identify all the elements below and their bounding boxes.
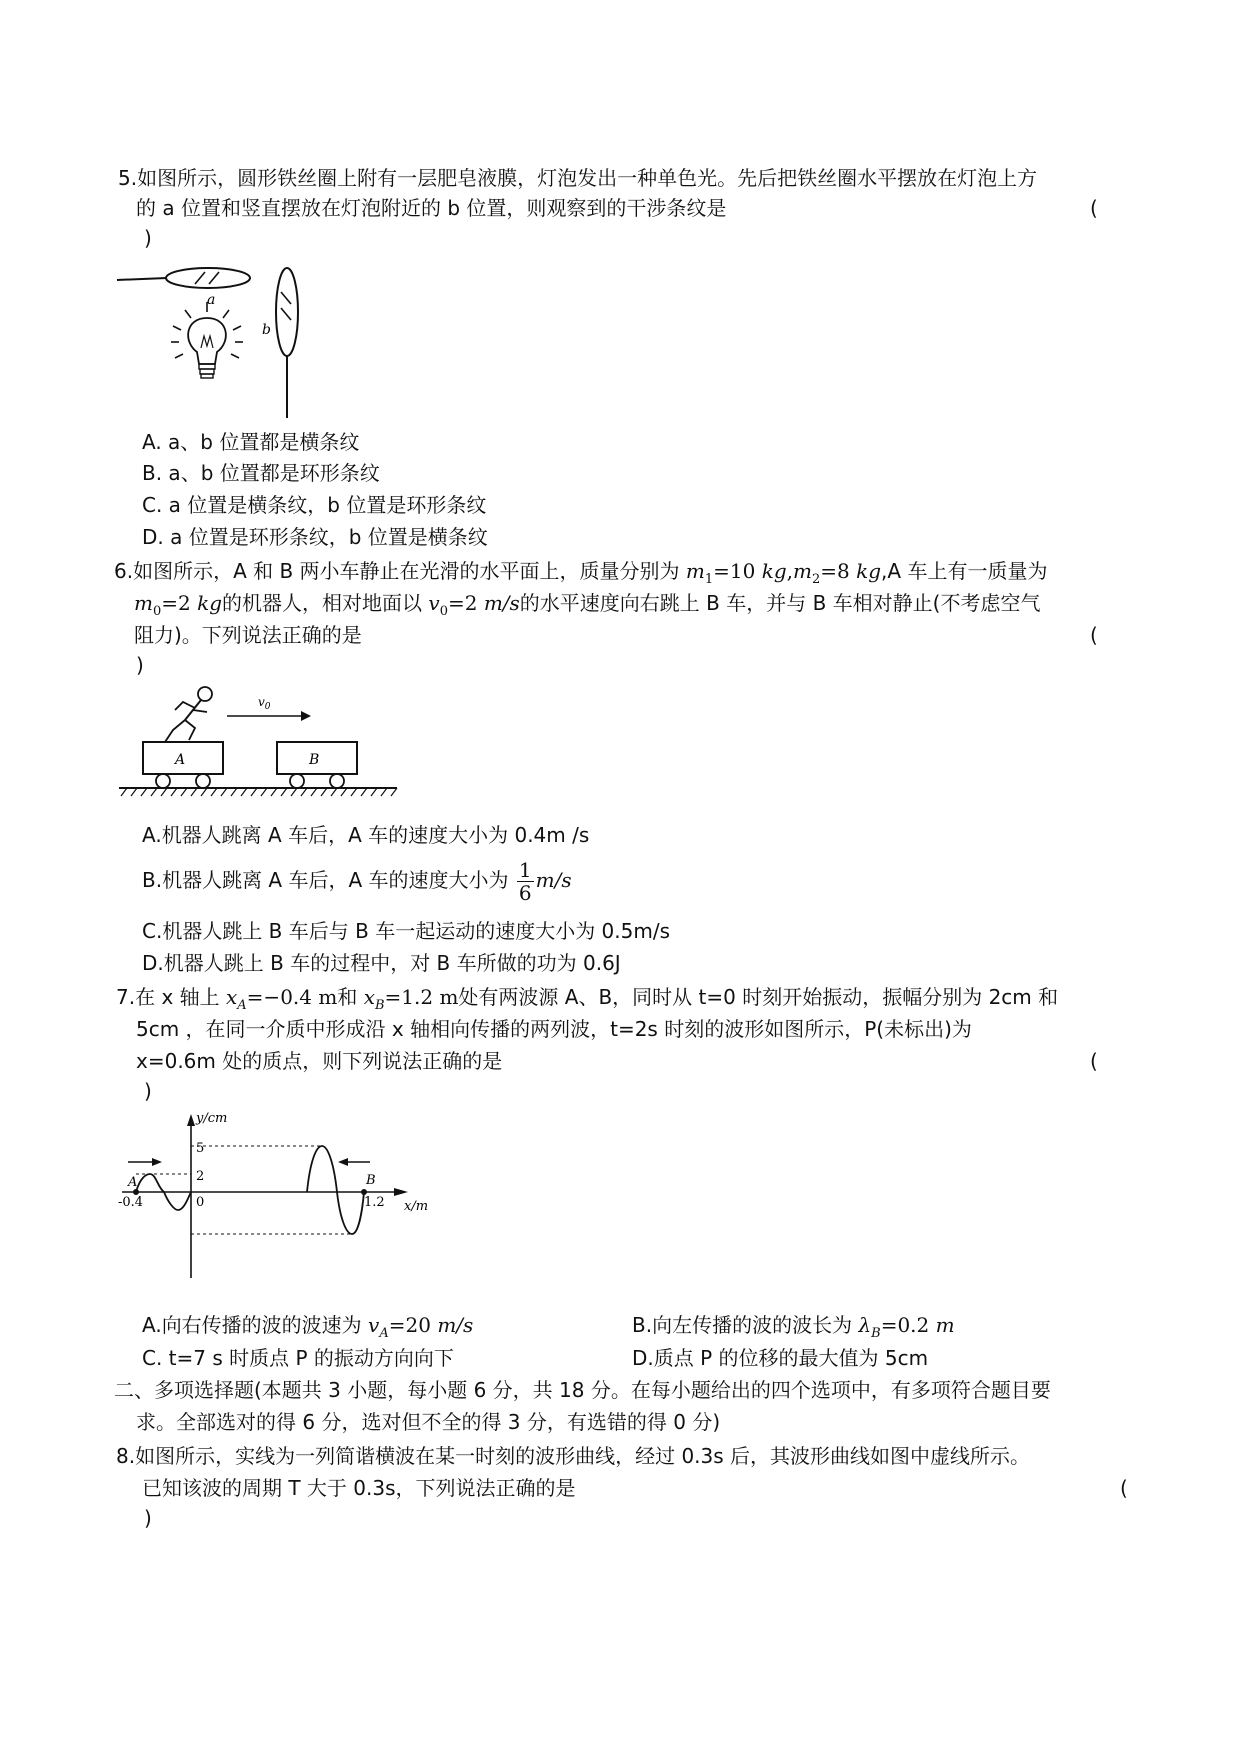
q8-answer-paren-open: ( [1120,1476,1128,1500]
q6-option-b[interactable]: B.机器人跳离 A 车后，A 车的速度大小为 $\frac{1}{6}$ m/s [142,858,572,905]
q7-figure-wave-graph [112,1104,432,1284]
q5-answer-paren-open: ( [1090,196,1098,220]
x-tick-1-2: 1.2 [364,1195,385,1210]
ground-line [119,788,397,796]
q5-option-b[interactable]: B. a、b 位置都是环形条纹 [142,461,380,485]
label-source-a: A [128,1175,138,1190]
q8-stem-line1: 8.如图所示，实线为一列简谐横波在某一时刻的波形曲线，经过 0.3s 后，其波形曲线如图中虚线所示。 [116,1444,1031,1468]
label-b: b [262,322,271,338]
q8-stem-line2: 已知该波的周期 T 大于 0.3s，下列说法正确的是 [142,1476,576,1500]
q6-option-c[interactable]: C.机器人跳上 B 车后与 B 车一起运动的速度大小为 0.5m/s [142,919,670,943]
q7-option-a[interactable]: A.向右传播的波的波速为 $v_A=20$ m/s [142,1313,474,1341]
q7-option-b[interactable]: B.向左传播的波的波长为 $\lambda_B=0.2$ m [632,1313,955,1341]
x-tick-neg-0-4: -0.4 [118,1195,144,1210]
q7-answer-paren-close: ) [144,1079,152,1103]
left-arrow-icon [338,1158,370,1166]
q7-stem-line1: 7.在 x 轴上 $x_A=-0.4$ m和 $x_B=1.2$ m处有两波源 A、B，同时从 t=0 时刻开始振动，振幅分别为 2cm 和 [116,985,1059,1013]
q5-option-a[interactable]: A. a、b 位置都是横条纹 [142,430,360,454]
velocity-arrow-icon [227,711,311,721]
q6-stem-line1: 6.如图所示，A 和 B 两小车静止在光滑的水平面上，质量分别为 $m_1=10$ $kg,m_2=8$ kg,A 车上有一质量为 [114,559,1048,587]
q6-answer-paren-open: ( [1090,623,1098,647]
q8-answer-paren-close: ) [144,1506,152,1530]
ring-a [117,268,250,288]
q7-option-c[interactable]: C. t=7 s 时质点 P 的振动方向向下 [142,1346,454,1370]
q6-figure-carts-and-robot [115,680,400,800]
label-v0: $v_0$ [258,695,271,712]
label-a: a [207,292,216,308]
q5-option-c[interactable]: C. a 位置是横条纹，b 位置是环形条纹 [142,493,487,517]
y-tick-5: 5 [196,1141,205,1156]
q6-stem-line2: $m_0=2$ kg的机器人，相对地面以 $v_0=2$ m/s的水平速度向右跳上 B 车，并与 B 车相对静止(不考虑空气 [134,591,1041,619]
q7-stem-line2: 5cm ，在同一介质中形成沿 x 轴相向传播的两列波，t=2s 时刻的波形如图所示，P(未标出)为 [136,1017,972,1041]
robot-figure [165,687,212,742]
fraction-one-sixth: $\frac{1}{6}$ [518,858,532,905]
ring-b [276,268,298,418]
q6-answer-paren-close: ) [136,653,144,677]
y-axis-label: y/cm [196,1111,228,1126]
label-cart-a: A [175,752,186,768]
section2-heading-line2: 求。全部选对的得 6 分，选对但不全的得 3 分，有选错的得 0 分) [136,1410,721,1434]
x-axis-label: x/m [404,1199,429,1214]
wave-b-curve [307,1146,364,1234]
q5-option-d[interactable]: D. a 位置是环形条纹，b 位置是横条纹 [142,525,488,549]
right-arrow-icon [128,1158,162,1166]
q6-option-d[interactable]: D.机器人跳上 B 车的过程中，对 B 车所做的功为 0.6J [142,951,621,975]
q5-stem-line2: 的 a 位置和竖直摆放在灯泡附近的 b 位置，则观察到的干涉条纹是 [136,196,727,220]
q7-option-d[interactable]: D.质点 P 的位移的最大值为 5cm [632,1346,929,1370]
q5-answer-paren-close: ) [144,226,152,250]
label-source-b: B [366,1173,376,1188]
q6-stem-line3: 阻力)。下列说法正确的是 [134,623,362,647]
light-bulb-icon [171,302,243,378]
label-cart-b: B [309,752,320,768]
q7-answer-paren-open: ( [1090,1049,1098,1073]
section2-heading-line1: 二、多项选择题(本题共 3 小题，每小题 6 分，共 18 分。在每小题给出的四个选项中，有多项符合题目要 [114,1378,1051,1402]
source-b-point [361,1189,367,1195]
amplitude-guides [136,1146,352,1234]
y-tick-2: 2 [196,1169,205,1184]
q7-stem-line3: x=0.6m 处的质点，则下列说法正确的是 [136,1049,503,1073]
q5-stem-line1: 5.如图所示，圆形铁丝圈上附有一层肥皂液膜，灯泡发出一种单色光。先后把铁丝圈水平摆放在灯泡上方 [118,166,1038,190]
q5-figure-bulb-and-ring [115,262,320,420]
q6-option-a[interactable]: A.机器人跳离 A 车后，A 车的速度大小为 0.4m /s [142,823,590,847]
x-tick-0: 0 [196,1195,205,1210]
